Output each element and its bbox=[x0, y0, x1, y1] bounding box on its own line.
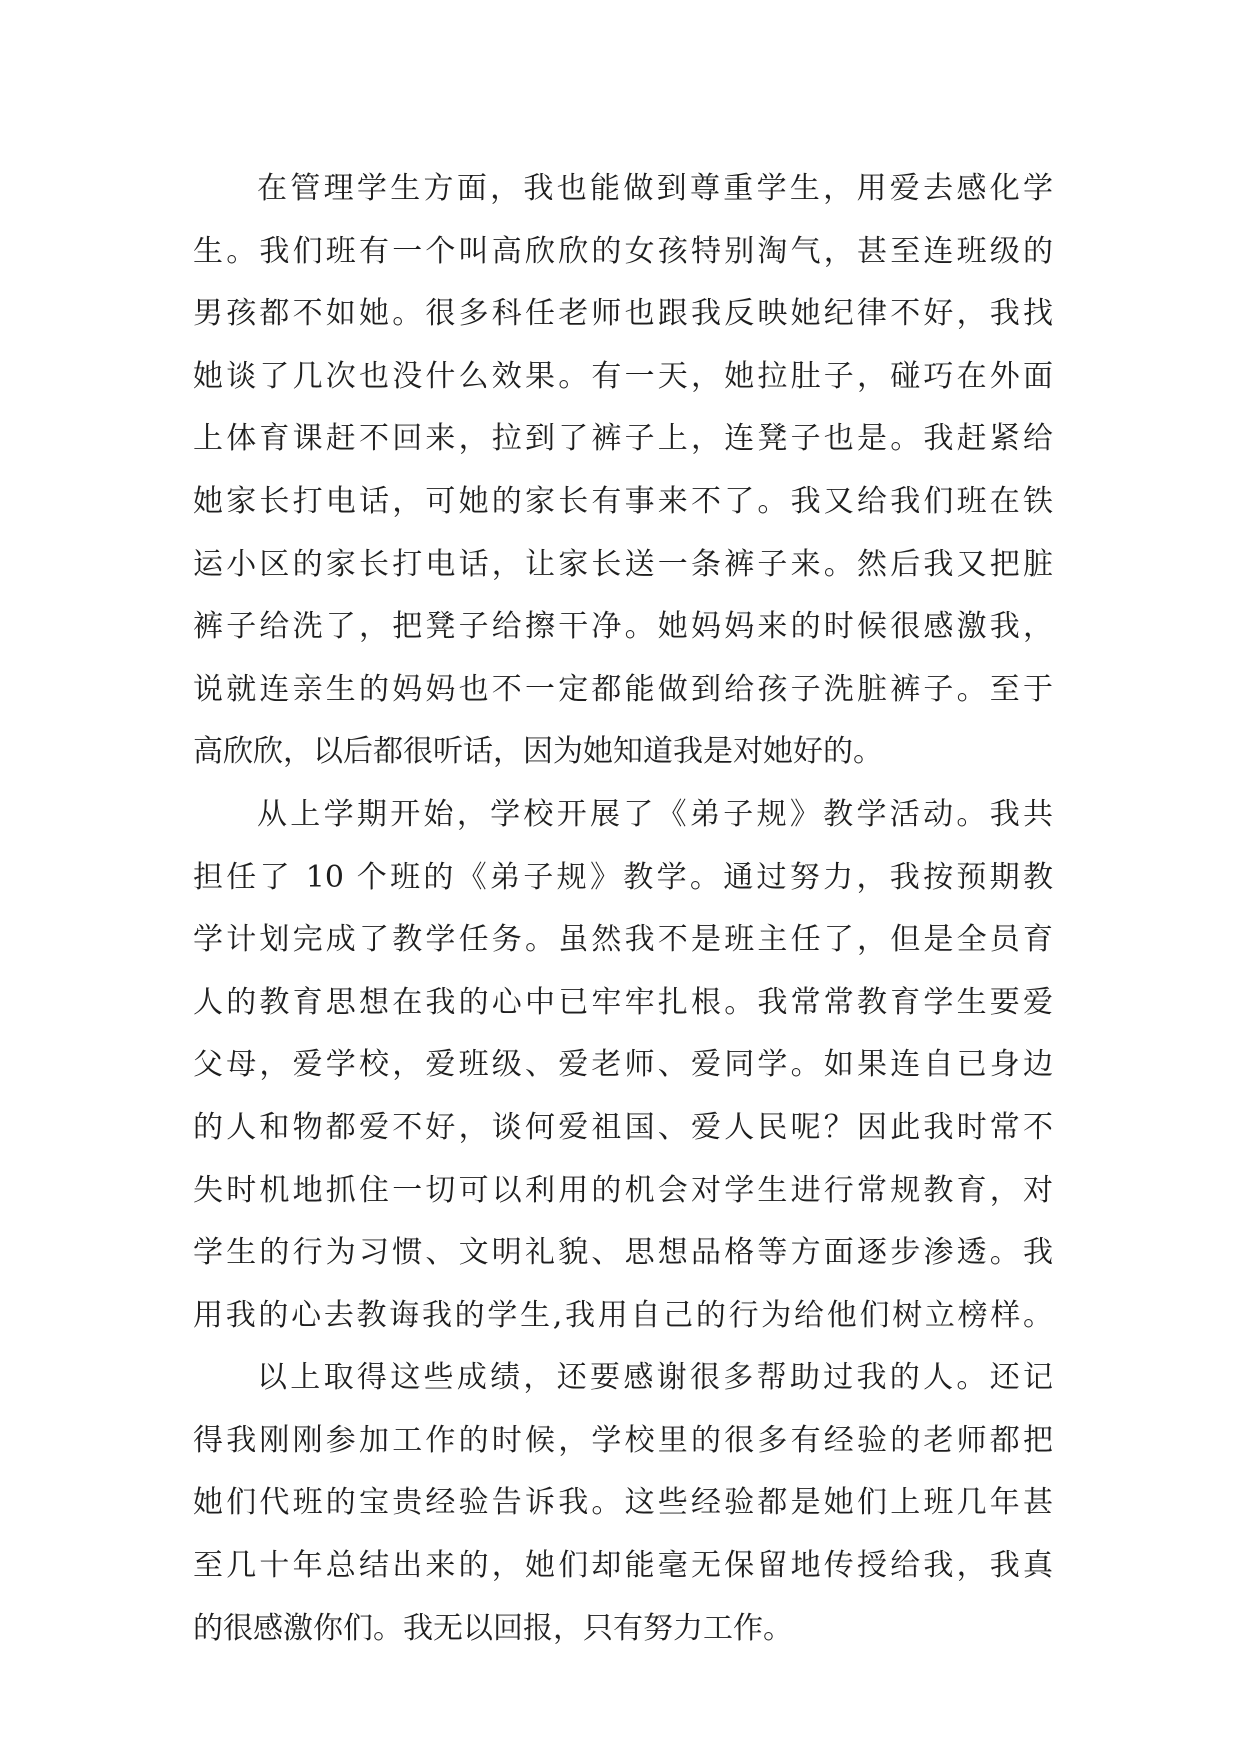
text-line: 失时机地抓住一切可以利用的机会对学生进行常规教育，对 bbox=[193, 1172, 1053, 1208]
text-line: 上体育课赶不回来，拉到了裤子上，连凳子也是。我赶紧给 bbox=[193, 421, 1053, 457]
text-line: 的人和物都爱不好，谈何爱祖国、爱人民呢？因此我时常不 bbox=[193, 1109, 1053, 1145]
text-line: 得我刚刚参加工作的时候，学校里的很多有经验的老师都把 bbox=[193, 1422, 1053, 1458]
text-line: 高欣欣，以后都很听话，因为她知道我是对她好的。 bbox=[193, 734, 883, 770]
text-line: 她家长打电话，可她的家长有事来不了。我又给我们班在铁 bbox=[193, 483, 1053, 519]
text-line: 运小区的家长打电话，让家长送一条裤子来。然后我又把脏 bbox=[193, 546, 1053, 582]
text-line: 学生的行为习惯、文明礼貌、思想品格等方面逐步渗透。我 bbox=[193, 1235, 1053, 1271]
text-line: 父母，爱学校，爱班级、爱老师、爱同学。如果连自已身边 bbox=[193, 1047, 1053, 1083]
text-line: 人的教育思想在我的心中已牢牢扎根。我常常教育学生要爱 bbox=[193, 984, 1053, 1020]
text-line: 以上取得这些成绩，还要感谢很多帮助过我的人。还记 bbox=[257, 1360, 1053, 1396]
text-line: 她谈了几次也没什么效果。有一天，她拉肚子，碰巧在外面 bbox=[193, 358, 1053, 394]
text-line: 担任了 10 个班的《弟子规》教学。通过努力，我按预期教 bbox=[193, 859, 1053, 895]
text-line: 学计划完成了教学任务。虽然我不是班主任了，但是全员育 bbox=[193, 922, 1053, 958]
paragraph-thanks bbox=[193, 1347, 1053, 1660]
text-line: 在管理学生方面，我也能做到尊重学生，用爱去感化学 bbox=[257, 171, 1053, 206]
paragraph-management bbox=[193, 158, 1053, 784]
text-line: 从上学期开始，学校开展了《弟子规》教学活动。我共 bbox=[257, 796, 1053, 832]
text-line: 生。我们班有一个叫高欣欣的女孩特别淘气，甚至连班级的 bbox=[193, 233, 1053, 269]
text-line: 她们代班的宝贵经验告诉我。这些经验都是她们上班几年甚 bbox=[193, 1485, 1053, 1521]
text-line: 至几十年总结出来的，她们却能毫无保留地传授给我，我真 bbox=[193, 1548, 1053, 1584]
paragraph-dizigui bbox=[193, 784, 1053, 1347]
text-line: 男孩都不如她。很多科任老师也跟我反映她纪律不好，我找 bbox=[193, 296, 1053, 332]
text-line: 说就连亲生的妈妈也不一定都能做到给孩子洗脏裤子。至于 bbox=[193, 671, 1053, 707]
text-line: 用我的心去教诲我的学生,我用自己的行为给他们树立榜样。 bbox=[193, 1297, 1053, 1333]
text-line: 的很感激你们。我无以回报，只有努力工作。 bbox=[193, 1610, 793, 1646]
body-text bbox=[193, 158, 1053, 1660]
text-line: 裤子给洗了，把凳子给擦干净。她妈妈来的时候很感激我， bbox=[193, 609, 1053, 645]
